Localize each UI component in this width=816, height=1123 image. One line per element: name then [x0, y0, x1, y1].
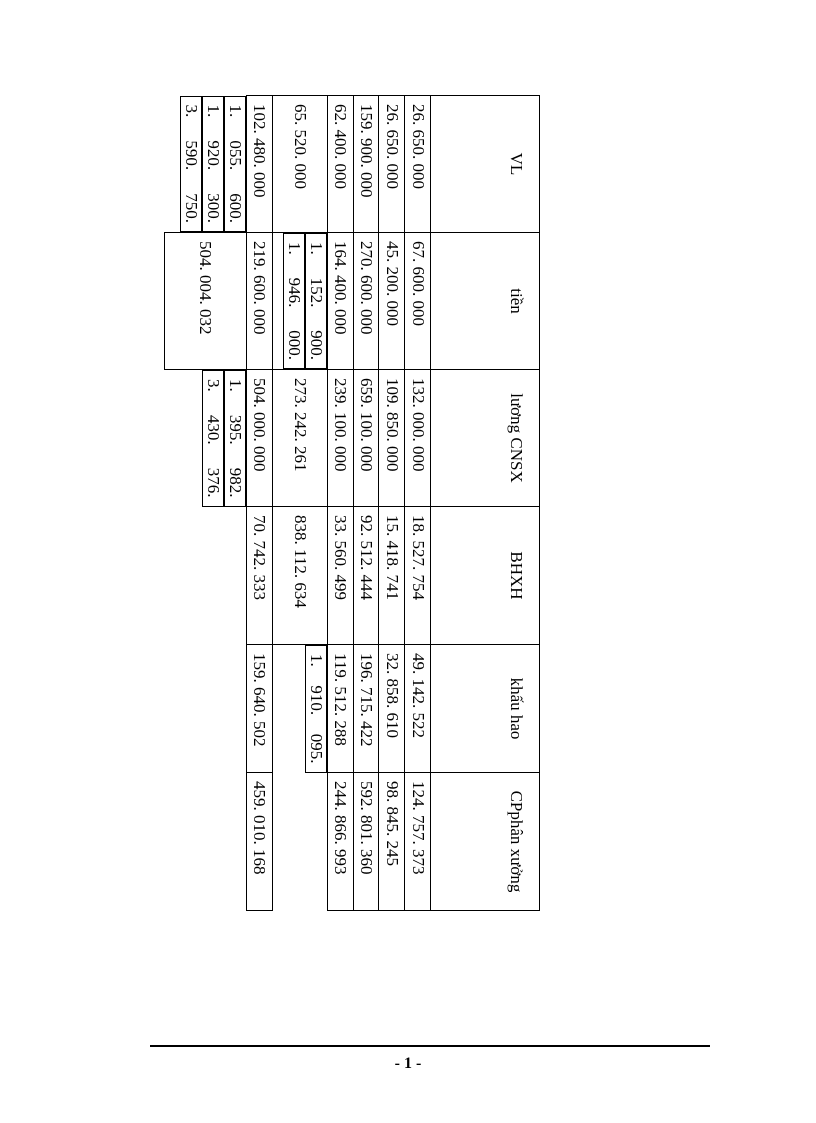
- cell-value: 92. 512. 444: [357, 515, 377, 600]
- cell-value-part: 430.: [203, 414, 223, 445]
- table-cell: [272, 370, 327, 507]
- table-cell: [283, 233, 305, 369]
- cell-value-part: 590.: [181, 140, 201, 171]
- cell-value-part: 1.: [203, 104, 223, 118]
- table-cell: [224, 370, 246, 507]
- table-cell: [353, 645, 379, 773]
- cell-value: 70. 742. 333: [250, 515, 270, 600]
- table-row: [379, 96, 405, 911]
- header-row: [431, 96, 540, 911]
- column-header: CPphân xưởng: [431, 773, 540, 911]
- column-header: lương CNSX: [431, 370, 540, 507]
- table-cell: [379, 370, 405, 507]
- cell-value: 98. 845. 245: [382, 781, 402, 866]
- rotated-table-frame: [164, 95, 540, 910]
- cell-value: 159. 900. 000: [357, 104, 377, 198]
- table-cell: [202, 370, 224, 507]
- cell-value: 62. 400. 000: [331, 104, 351, 189]
- table-cell: [327, 773, 353, 911]
- table-cell: [353, 507, 379, 645]
- table-cell: [405, 96, 431, 233]
- cell-value: [306, 654, 326, 764]
- table-cell: [379, 96, 405, 233]
- cost-table: [164, 95, 540, 911]
- table-cell: [272, 507, 327, 645]
- table-cell: [224, 96, 246, 233]
- cell-value: 592. 801. 360: [357, 781, 377, 875]
- table-cell: [246, 233, 272, 370]
- rotated-table-container: [164, 95, 540, 910]
- cell-value: 159. 640. 502: [250, 653, 270, 747]
- column-header: VL: [431, 96, 540, 233]
- cell-value-part: 946.: [284, 277, 304, 308]
- table-cell: [246, 370, 272, 507]
- cell-value: 124. 757. 373: [408, 781, 428, 875]
- table-row: [272, 96, 327, 911]
- cell-value: [306, 242, 326, 360]
- table-cell: [202, 96, 224, 233]
- table-cell: [327, 233, 353, 370]
- column-header: tiền: [431, 233, 540, 370]
- cell-value-part: 376.: [203, 467, 223, 498]
- cell-value: 273. 242. 261: [290, 378, 310, 472]
- cell-value-part: 1.: [306, 654, 326, 667]
- cell-value: 26. 650. 000: [382, 104, 402, 189]
- cell-value: 26. 650. 000: [408, 104, 428, 189]
- cell-value: 164. 400. 000: [331, 241, 351, 335]
- cell-value: 102. 480. 000: [250, 104, 270, 198]
- cell-value: 504. 004. 032: [196, 241, 216, 335]
- cell-value: [284, 242, 304, 360]
- page-number: - 1 -: [394, 1055, 422, 1072]
- cell-value-part: 1.: [284, 242, 304, 255]
- cell-value: 132. 000. 000: [408, 378, 428, 472]
- table-cell: [405, 645, 431, 773]
- cell-value-part: 395.: [225, 414, 245, 445]
- cell-value: [203, 379, 223, 498]
- table-cell: [353, 370, 379, 507]
- cell-value-part: 3.: [203, 379, 223, 392]
- cell-value: 65. 520. 000: [290, 104, 310, 189]
- column-header: khấu hao: [431, 645, 540, 773]
- cell-value: 196. 715. 422: [357, 653, 377, 747]
- table-cell: [353, 773, 379, 911]
- cell-value-part: 152.: [306, 277, 326, 308]
- table-cell: [405, 233, 431, 370]
- table-cell: [246, 773, 272, 911]
- cell-value-part: 1.: [306, 242, 326, 255]
- cell-value: 219. 600. 000: [250, 241, 270, 335]
- table-cell: [246, 96, 272, 233]
- table-cell: [327, 645, 353, 773]
- table-cell: [405, 507, 431, 645]
- cell-value: 45. 200. 000: [382, 241, 402, 326]
- column-header: BHXH: [431, 507, 540, 645]
- table-cell: [379, 773, 405, 911]
- table-row: [353, 96, 379, 911]
- table-cell: [379, 507, 405, 645]
- cell-value-part: 910.: [306, 685, 326, 716]
- cell-value: 504. 000. 000: [250, 378, 270, 472]
- cell-value: 244. 866. 993: [331, 781, 351, 875]
- table-row: [327, 96, 353, 911]
- cell-value-part: 055.: [225, 140, 245, 171]
- table-row: [405, 96, 431, 911]
- table-cell: [180, 96, 202, 233]
- cell-value-part: 095.: [306, 733, 326, 764]
- table-row: [165, 96, 247, 911]
- table-cell: [272, 96, 327, 233]
- table-cell: [165, 233, 247, 370]
- cell-value-part: 300.: [203, 193, 223, 223]
- table-cell: [353, 233, 379, 370]
- cell-value: 119. 512. 288: [331, 653, 351, 746]
- cost-table-body: [165, 96, 540, 911]
- cell-value-part: 750.: [181, 193, 201, 223]
- footer-rule: [150, 1045, 710, 1047]
- cell-value-part: 1.: [225, 379, 245, 392]
- cell-value: 459. 010. 168: [250, 781, 270, 875]
- cell-value-part: 900.: [306, 330, 326, 360]
- table-cell: [305, 233, 327, 369]
- cell-value-part: 600.: [225, 193, 245, 223]
- cell-value: [203, 105, 223, 224]
- table-cell: [305, 645, 327, 773]
- cell-value: 659. 100. 000: [357, 378, 377, 472]
- cell-value: [181, 105, 201, 224]
- table-cell: [379, 645, 405, 773]
- cell-value: 18. 527. 754: [408, 515, 428, 600]
- table-row: [246, 96, 272, 911]
- table-cell: [327, 370, 353, 507]
- cell-value-part: 982.: [225, 467, 245, 498]
- table-cell: [379, 233, 405, 370]
- cell-value-part: 000.: [284, 330, 304, 360]
- cell-value: [225, 379, 245, 498]
- table-cell: [353, 96, 379, 233]
- cell-value: 32. 858. 610: [382, 653, 402, 738]
- cell-value-part: 3.: [181, 104, 201, 118]
- cell-value: 109. 850. 000: [382, 378, 402, 472]
- table-cell: [405, 370, 431, 507]
- cell-value: 49. 142. 522: [408, 653, 428, 738]
- cell-value: 270. 600. 000: [357, 241, 377, 335]
- cell-value: 67. 600. 000: [408, 241, 428, 326]
- table-cell: [327, 96, 353, 233]
- table-cell: [405, 773, 431, 911]
- table-cell: [246, 507, 272, 645]
- cell-value: 838. 112. 634: [290, 515, 310, 608]
- cell-value-part: 920.: [203, 140, 223, 171]
- cell-value: 239. 100. 000: [331, 378, 351, 472]
- cell-value: 15. 418. 741: [382, 515, 402, 600]
- table-cell: [246, 645, 272, 773]
- table-cell: [327, 507, 353, 645]
- cell-value-part: 1.: [225, 104, 245, 118]
- cell-value: 33. 560. 499: [331, 515, 351, 600]
- cell-value: [225, 105, 245, 224]
